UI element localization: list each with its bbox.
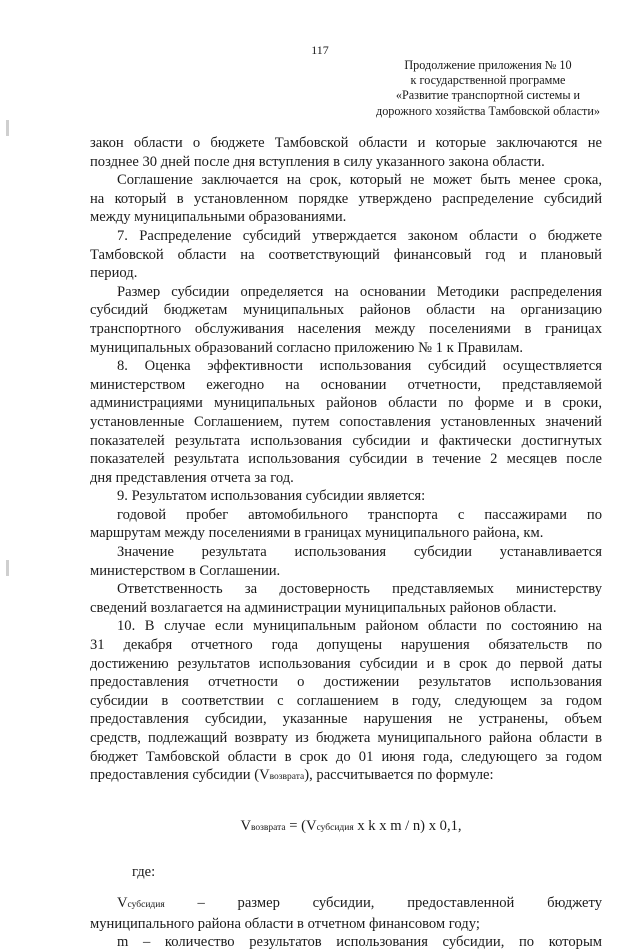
text-line: между муниципальными образованиями. xyxy=(90,209,347,226)
text-line: достижению результатов использования субсидии и в срок до первой даты xyxy=(90,655,602,672)
text-line: предоставления субсидии, указанные нарушения не устранены, объем xyxy=(90,711,602,728)
formula-symbol: V xyxy=(117,894,128,911)
text-line: годовой пробег автомобильного транспорта с пассажирами по xyxy=(117,506,602,523)
text-line: установленные Соглашением, путем сопоставления установленных значений xyxy=(90,413,602,430)
subscript: возврата xyxy=(269,772,305,783)
scan-margin-mark xyxy=(6,120,9,136)
text-line: Размер субсидии определяется на основании Методики распределения xyxy=(117,283,602,300)
definition-line: m – количество результатов использования субсидии, по которым xyxy=(117,934,602,951)
text-fragment: ), рассчитывается по формуле: xyxy=(304,767,494,784)
where-label: где: xyxy=(132,864,156,881)
text-line xyxy=(90,766,602,787)
text-line: министерством в Соглашении. xyxy=(90,562,281,579)
text-line: субсидий бюджетам муниципальных районов области на организацию xyxy=(90,302,602,319)
text-line: министерством ежегодно на основании отчетности, представляемой xyxy=(90,376,602,393)
subscript: субсидия xyxy=(316,822,354,833)
header-line: «Развитие транспортной системы и xyxy=(395,88,581,103)
text-line: на который в установленном порядке утверждено распределение субсидий xyxy=(90,190,602,207)
header-line: Продолжение приложения № 10 xyxy=(404,58,572,72)
formula xyxy=(100,817,602,838)
text-line: транспортного обслуживания населения между поселениями в границах xyxy=(90,320,602,337)
text-fragment: предоставления субсидии (V xyxy=(90,767,270,784)
header-line: к государственной программе xyxy=(410,73,566,88)
text-line: сведений возлагается на администрации муниципальных районов области. xyxy=(90,599,557,616)
formula-text: x k x m / n) x 0,1, xyxy=(353,817,462,834)
text-line: муниципальных образований согласно приложению № 1 к Правилам. xyxy=(90,339,524,356)
text-line: показателей результата использования субсидии в течение 2 месяцев после xyxy=(90,451,602,468)
definition-line: муниципального района области в отчетном финансовом году; xyxy=(90,915,480,932)
text-line: 10. В случае если муниципальным районом области по состоянию на xyxy=(117,618,602,635)
subscript: возврата xyxy=(251,822,286,833)
text-line: администрациями муниципальных районов области по форме и в сроки, xyxy=(90,395,602,412)
text-line: субсидии в соответствии с соглашением в году, следующем за годом xyxy=(90,692,602,709)
text-line: показателей результата использования субсидии и фактически достигнутых xyxy=(90,432,602,449)
text-line: 9. Результатом использования субсидии является: xyxy=(117,488,426,505)
document-body xyxy=(90,134,602,952)
definition-text: – размер субсидии, предоставленной бюджету xyxy=(164,894,602,911)
header-line: дорожного хозяйства Тамбовской области» xyxy=(376,103,600,118)
text-line: 7. Распределение субсидий утверждается законом области о бюджете xyxy=(117,227,602,244)
text-line: 31 декабря отчетного года допущены нарушения обязательств по xyxy=(90,637,602,654)
definition-line xyxy=(90,894,602,915)
text-line: маршрутам между поселениями в границах муниципального района, км. xyxy=(90,525,544,542)
subscript: субсидия xyxy=(127,899,165,910)
text-line: 8. Оценка эффективности использования субсидий осуществляется xyxy=(117,358,602,375)
page-number: 117 xyxy=(311,43,329,57)
text-line: дня представления отчета за год. xyxy=(90,469,294,486)
text-line: Тамбовской области на соответствующий финансовый год и плановый xyxy=(90,246,602,263)
text-line: Значение результата использования субсидии устанавливается xyxy=(117,544,602,561)
text-line: бюджет Тамбовской области в срок до 01 июня года, следующего за годом xyxy=(90,748,602,765)
formula-text: = (V xyxy=(285,817,317,834)
text-line: позднее 30 дней после дня вступления в силу указанного закона области. xyxy=(90,153,545,170)
scan-margin-mark xyxy=(6,560,9,576)
text-line: предоставления отчетности о достижении результатов использования xyxy=(90,674,602,691)
text-line: период. xyxy=(90,265,138,282)
text-line: Соглашение заключается на срок, который не может быть менее срока, xyxy=(117,172,602,189)
text-line: Ответственность за достоверность представляемых министерству xyxy=(117,581,602,598)
formula-symbol: V xyxy=(240,817,251,834)
appendix-header xyxy=(368,58,608,119)
text-line: закон области о бюджете Тамбовской области и которые заключаются не xyxy=(90,135,602,151)
text-line: средств, подлежащий возврату из бюджета муниципального района области в xyxy=(90,730,602,746)
